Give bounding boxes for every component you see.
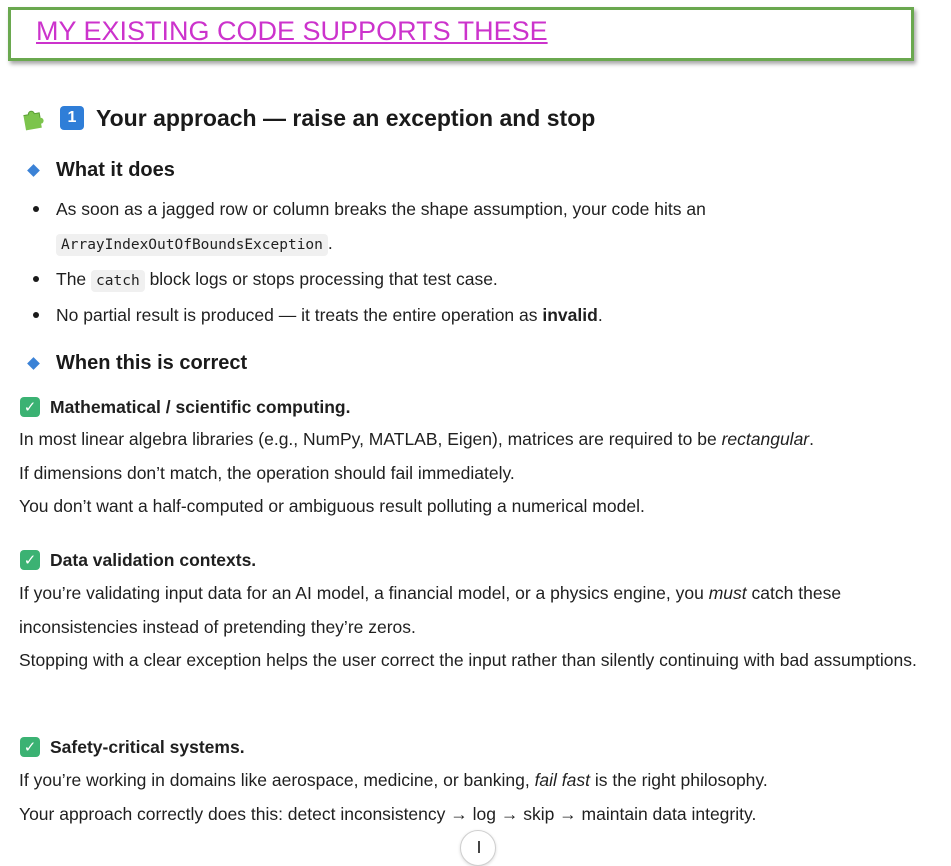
item-heading: ✓ Mathematical / scientific computing.	[20, 394, 350, 420]
banner	[8, 7, 914, 61]
when-correct-title: When this is correct	[56, 351, 248, 374]
item-paragraph: If you’re validating input data for an AI model, a financial model, or a physics engine, you must catch these inconsistencies instead of pretending they’re zeros. Stopping with a clear exception helps the user correct the input rather than silently continuing with bad assumptions.	[19, 583, 917, 670]
what-it-does-heading	[26, 156, 175, 184]
list-item: The catch block logs or stops processing that test case.	[30, 262, 706, 298]
item-paragraph: If you’re working in domains like aerospace, medicine, or banking, fail fast is the right philosophy. Your approach correctly does this: detect inconsistency → log → skip → maintain data integrity.	[19, 770, 768, 824]
check-mark-icon: ✓	[20, 550, 40, 570]
blue-diamond-icon	[27, 357, 40, 370]
scroll-down-button[interactable]	[460, 830, 496, 866]
inline-code: ArrayIndexOutOfBoundsException	[56, 234, 328, 256]
check-mark-icon: ✓	[20, 737, 40, 757]
section-heading	[20, 102, 595, 134]
section-title: Your approach — raise an exception and stop	[96, 104, 596, 131]
blue-diamond-icon	[27, 164, 40, 177]
item-heading: ✓ Safety-critical systems.	[20, 734, 245, 760]
keycap-number-icon: 1	[60, 106, 84, 130]
bold-text: invalid	[542, 305, 598, 325]
list-item: No partial result is produced — it treats the entire operation as invalid.	[30, 298, 706, 332]
what-it-does-list	[30, 192, 706, 332]
item-heading: ✓ Data validation contexts.	[20, 547, 256, 573]
when-correct-heading	[26, 349, 247, 377]
banner-link[interactable]: MY EXISTING CODE SUPPORTS THESE	[36, 16, 548, 46]
puzzle-icon	[20, 105, 46, 131]
item-paragraph: In most linear algebra libraries (e.g., NumPy, MATLAB, Eigen), matrices are required to be rectangular. If dimensions don’t match, the operation should fail immediately. You don’t want a half-computed or ambiguous result polluting a numerical model.	[19, 429, 815, 516]
inline-code: catch	[91, 270, 145, 292]
what-it-does-title: What it does	[56, 158, 175, 181]
check-mark-icon: ✓	[20, 397, 40, 417]
list-item: As soon as a jagged row or column breaks the shape assumption, your code hits an ArrayIndexOutOfBoundsException .	[30, 192, 706, 262]
